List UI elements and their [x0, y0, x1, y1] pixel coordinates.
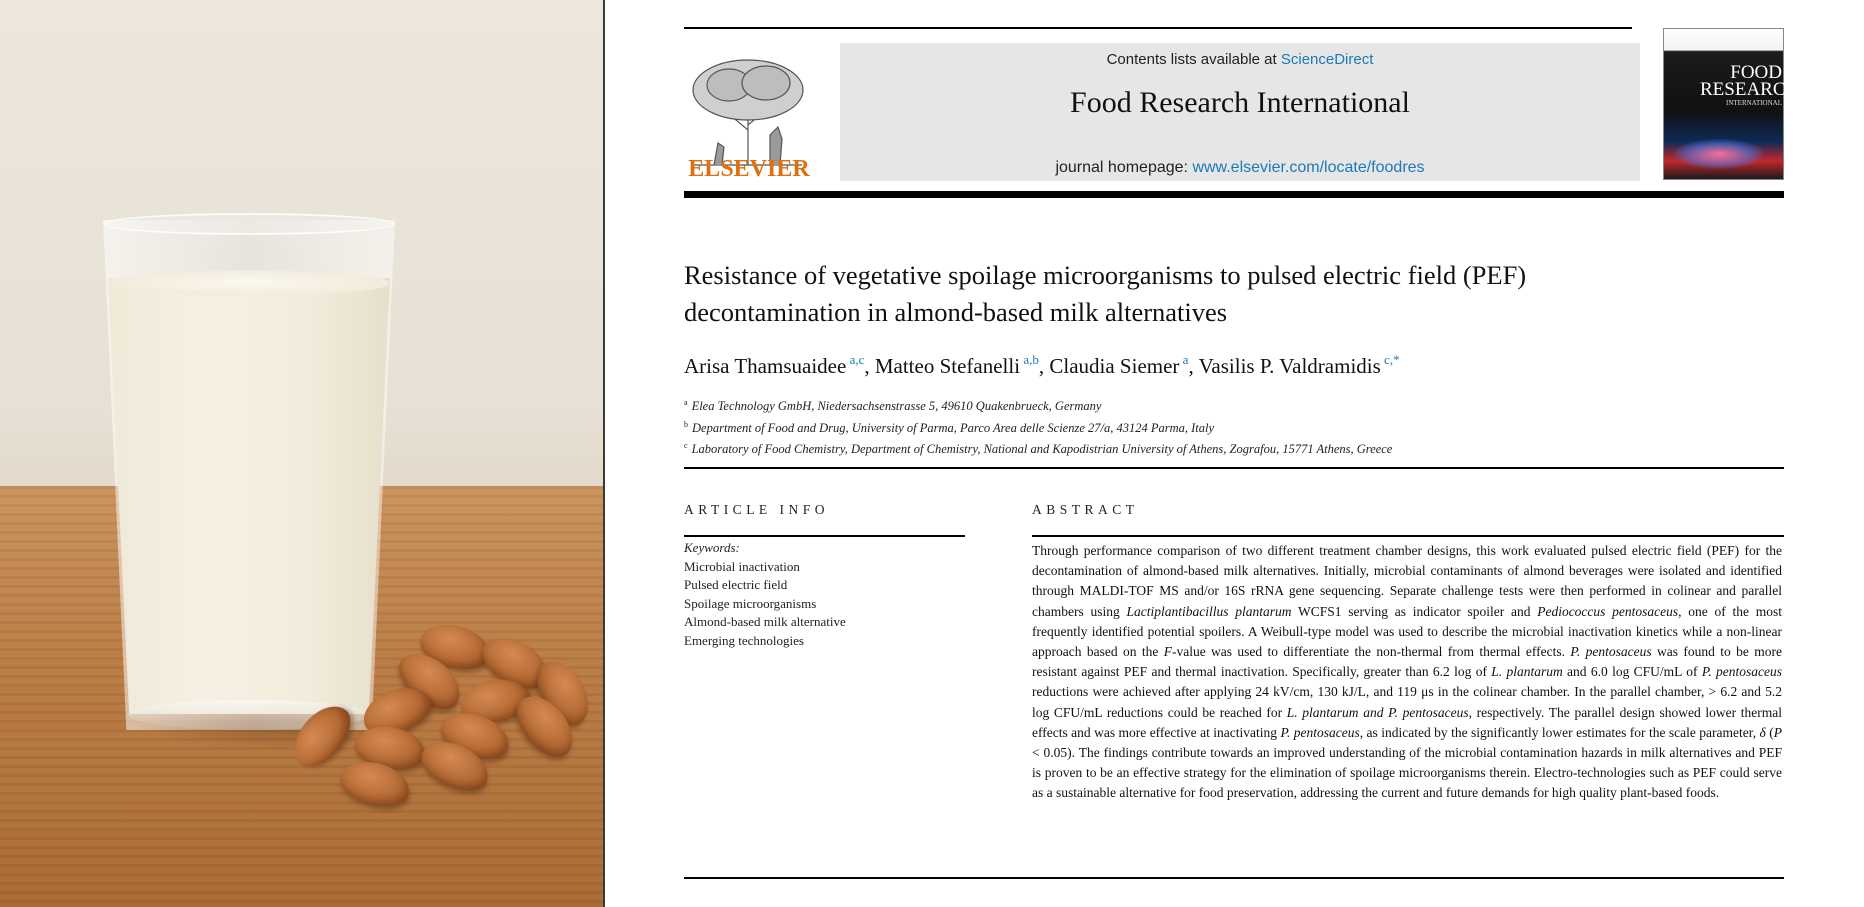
keyword: Emerging technologies: [684, 632, 804, 648]
top-rule: [684, 27, 1632, 29]
affiliation-rule: [684, 467, 1784, 469]
keyword: Pulsed electric field: [684, 577, 788, 592]
article-info-heading: ARTICLE INFO: [684, 502, 830, 517]
abstract-segment: (: [1765, 724, 1774, 740]
abstract-segment: , one of the most frequently identified potential spoilers. A Weibull-type model was used to describe the microbial inactivation kinetics while a non-linear approach based on the: [1032, 603, 1783, 660]
author-name[interactable]: Matteo Stefanelli: [874, 354, 1021, 378]
author-affiliation-marks[interactable]: a,b: [1020, 352, 1039, 367]
affiliation-text: Department of Food and Drug, University of Parma, Parco Area delle Scienze 27/a, 43124 Parma, Italy: [692, 420, 1215, 435]
author-affiliation-marks[interactable]: a: [1179, 352, 1189, 367]
contents-prefix: Contents lists available at: [1106, 51, 1281, 68]
affiliation-text: Laboratory of Food Chemistry, Department of Chemistry, National and Kapodistrian University of Athens, Zografou, 15771 Athens, Greece: [691, 442, 1393, 456]
author-affiliation-marks[interactable]: a,c: [846, 352, 865, 367]
affiliation-text: Elea Technology GmbH, Niedersachsenstrasse 5, 49610 Quakenbrueck, Germany: [691, 399, 1102, 413]
milk: [108, 278, 390, 714]
abstract-segment: < 0.05). The findings contribute towards an improved understanding of the microbial contamination hazards in milk alternatives and PEF is proven to be an effective strategy for the elimination of spoilage microorganisms therein. Electro-technologies such as PEF could serve as a sustainable alternative for food preservation, addressing the current and future demands for high quality plant-based foods.: [1032, 745, 1782, 801]
author-list: [684, 352, 1784, 379]
abstract-segment: Through performance comparison of two different treatment chamber designs, this work evaluated pulsed electric field (PEF) for the decontamination of almond-based milk alternatives. Initially, microbial contaminants of almond beverages were isolated and identified through MALDI-TOF MS and/or 16S rRNA gene sequencing. Separate challenge tests were then performed in colinear and parallel chambers using: [1032, 543, 1782, 619]
abstract-segment: was found to be more resistant against PEF and thermal inactivation. Specifically, greater than 6.2 log of: [1032, 644, 1783, 680]
journal-title: Food Research International: [1070, 86, 1410, 119]
author-name[interactable]: Claudia Siemer: [1049, 354, 1180, 378]
abstract-segment: , respectively. The parallel design showed lower thermal effects and was more effective at inactivating: [1032, 704, 1782, 740]
journal-homepage-link[interactable]: www.elsevier.com/locate/foodres: [1192, 159, 1425, 176]
affiliations: [684, 394, 1784, 459]
abstract-italic-term: P. pentosaceus: [1280, 724, 1360, 740]
author-separator: ,: [864, 354, 875, 378]
glass-rim: [103, 213, 395, 235]
keyword: Almond-based milk alternative: [684, 614, 846, 629]
affiliation-mark: a: [684, 398, 688, 407]
sciencedirect-link[interactable]: ScienceDirect: [1280, 51, 1374, 68]
cover-subtitle: INTERNATIONAL: [1726, 99, 1782, 107]
affiliation-a: [684, 394, 1784, 416]
keywords-block: [684, 539, 964, 650]
abstract-segment: WCFS1 serving as indicator spoiler and: [1291, 603, 1538, 619]
elsevier-wordmark: ELSEVIER: [688, 156, 810, 182]
cover-image: [1674, 139, 1764, 169]
abstract-italic-term: L. plantarum and P. pentosaceus: [1286, 704, 1469, 720]
abstract-italic-term: Lactiplantibacillus plantarum: [1126, 603, 1292, 619]
abstract-rule: [1032, 535, 1784, 537]
almond-milk-photo: [0, 0, 605, 907]
journal-cover: [1663, 28, 1800, 180]
keyword: Spoilage microorganisms: [684, 595, 817, 611]
author-separator: ,: [1038, 354, 1050, 378]
abstract-italic-term: P. pentosaceus: [1701, 664, 1783, 680]
author-name[interactable]: Arisa Thamsuaidee: [684, 354, 847, 378]
abstract-text: [1032, 541, 1782, 804]
author-affiliation-marks[interactable]: c,*: [1380, 352, 1400, 367]
abstract-heading: ABSTRACT: [1032, 502, 1139, 517]
abstract-italic-term: F: [1163, 644, 1172, 660]
panel-divider: [603, 0, 605, 907]
abstract-segment: and 6.0 log CFU/mL of: [1562, 664, 1702, 680]
milk-surface: [108, 270, 390, 296]
article-info-rule: [684, 535, 965, 537]
affiliation-c: [684, 437, 1784, 459]
affiliation-mark: b: [684, 419, 688, 429]
abstract-italic-term: P: [1773, 724, 1782, 740]
abstract-italic-term: Pediococcus pentosaceus: [1537, 603, 1679, 619]
affiliation-b: [684, 416, 1784, 438]
cover-title: FOOD RESEARCH: [1700, 62, 1800, 100]
author-name[interactable]: Vasilis P. Valdramidis: [1198, 354, 1381, 378]
bottom-rule: [684, 877, 1784, 879]
keywords-list: [684, 558, 964, 651]
abstract-italic-term: P. pentosaceus: [1570, 644, 1652, 660]
abstract-segment: , as indicated by the significantly lower estimates for the scale parameter,: [1359, 724, 1760, 740]
keyword: Microbial inactivation: [684, 558, 800, 574]
article-title: Resistance of vegetative spoilage microorganisms to pulsed electric field (PEF) decontamination in almond-based milk alternatives: [684, 260, 1527, 327]
abstract-italic-term: δ: [1759, 724, 1766, 740]
abstract-italic-term: L. plantarum: [1491, 664, 1563, 680]
homepage-prefix: journal homepage:: [1055, 159, 1193, 176]
abstract-segment: -value was used to differentiate the non-thermal from thermal effects.: [1171, 644, 1571, 660]
affiliation-mark: c: [684, 441, 688, 450]
paper-page: [606, 0, 1864, 907]
contents-line: [840, 51, 1640, 68]
homepage-line: [840, 159, 1640, 177]
journal-header: [840, 43, 1640, 181]
author-separator: ,: [1188, 354, 1199, 378]
abstract-segment: reductions were achieved after applying 24 kV/cm, 130 kJ/L, and 119 μs in the colinear chamber. In the parallel chamber, > 6.2 and 5.2 log CFU/mL reductions could be reached for: [1032, 684, 1782, 720]
header-thick-rule: [684, 191, 1784, 198]
keywords-label: Keywords:: [684, 540, 740, 555]
